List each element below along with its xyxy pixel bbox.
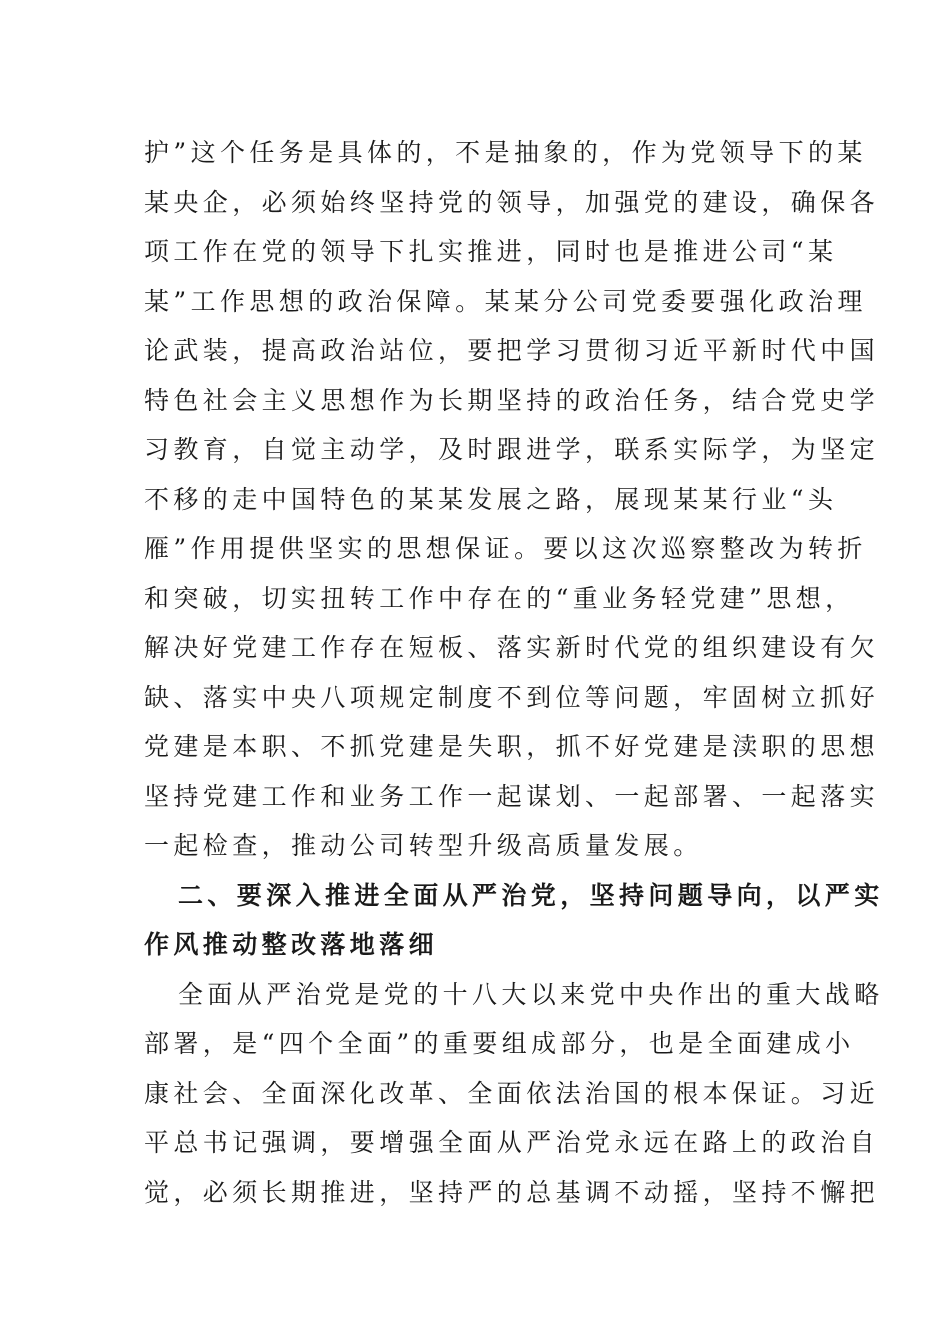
text-line: 觉，必须长期推进，坚持严的总基调不动摇，坚持不懈把 [144, 1177, 880, 1207]
text-line: 项工作在党的领导下扎实推进，同时也是推进公司“某 [144, 237, 838, 266]
text-line: 不移的走中国特色的某某发展之路，展现某某行业“头 [144, 484, 838, 514]
text-line: 论武装，提高政治站位，要把学习贯彻习近平新时代中国 [144, 336, 880, 365]
text-line: 坚持党建工作和业务工作一起谋划、一起部署、一起落实 [144, 781, 880, 811]
text-line: 解决好党建工作存在短板、落实新时代党的组织建设有欠 [144, 633, 880, 662]
text-line: 习教育，自觉主动学，及时跟进学，联系实际学，为坚定 [144, 435, 880, 464]
text-line: 特色社会主义思想作为长期坚持的政治任务，结合党史学 [144, 385, 880, 415]
text-line: 缺、落实中央八项规定制度不到位等问题，牢固树立抓好 [144, 682, 880, 712]
heading-line: 作风推动整改落地落细 [144, 930, 439, 959]
text-line: 雁”作用提供坚实的思想保证。要以这次巡察整改为转折 [144, 534, 867, 563]
text-line: 全面从严治党是党的十八大以来党中央作出的重大战略 [178, 979, 884, 1009]
paragraph [144, 128, 880, 871]
text-line: 某央企，必须始终坚持党的领导，加强党的建设，确保各 [144, 187, 880, 217]
text-line: 康社会、全面深化改革、全面依法治国的根本保证。习近 [144, 1078, 880, 1108]
text-line: 和突破，切实扭转工作中存在的“重业务轻党建”思想， [144, 583, 855, 613]
text-line: 护”这个任务是具体的，不是抽象的，作为党领导下的某 [144, 138, 867, 167]
text-line: 一起检查，推动公司转型升级高质量发展。 [144, 831, 703, 860]
document-body [144, 128, 884, 1217]
text-line: 党建是本职、不抓党建是失职，抓不好党建是渎职的思想 [144, 732, 880, 761]
section-heading [144, 871, 884, 970]
text-line: 部署，是“四个全面”的重要组成部分，也是全面建成小 [144, 1029, 855, 1058]
text-line: 某”工作思想的政治保障。某某分公司党委要强化政治理 [144, 286, 867, 316]
text-line: 平总书记强调，要增强全面从严治党永远在路上的政治自 [144, 1128, 880, 1157]
heading-line: 二、要深入推进全面从严治党，坚持问题导向，以严实 [178, 880, 884, 910]
paragraph [144, 970, 884, 1218]
